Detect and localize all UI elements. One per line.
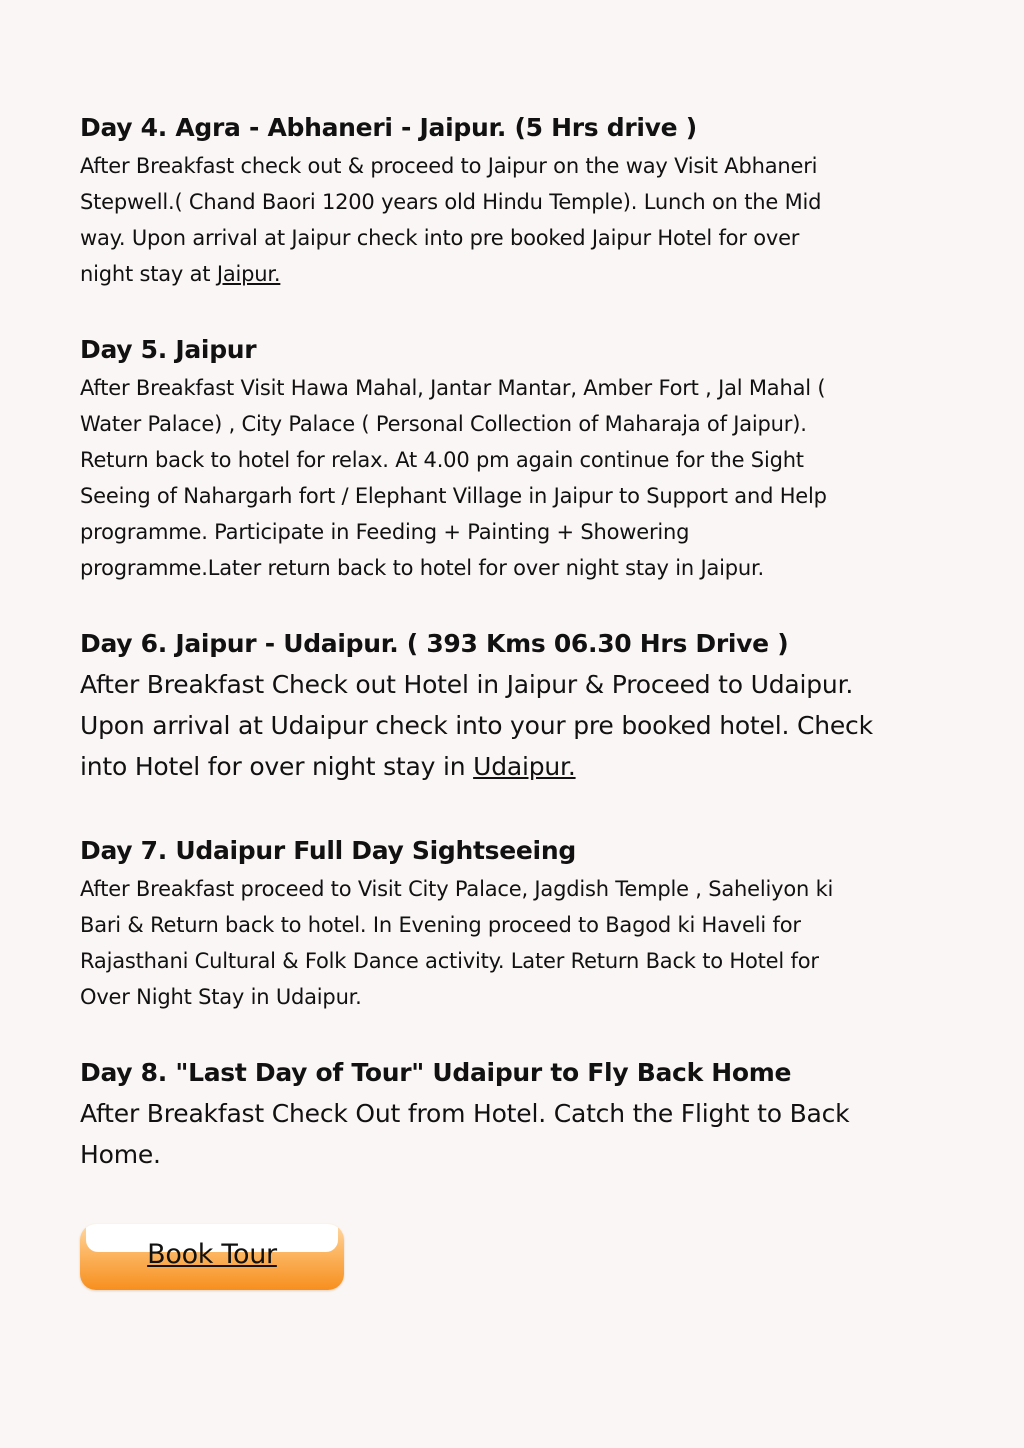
day-5-line: After Breakfast Visit Hawa Mahal, Jantar Mantar, Amber Fort , Jal Mahal (	[80, 376, 826, 400]
day-8-section	[80, 1053, 980, 1175]
day-5-line: Return back to hotel for relax. At 4.00 pm again continue for the Sight	[80, 448, 804, 472]
day-4-section	[80, 108, 980, 330]
day-4-line: way. Upon arrival at Jaipur check into pre booked Jaipur Hotel for over	[80, 226, 800, 250]
day-5-description	[80, 370, 980, 586]
day-8-line: After Breakfast Check Out from Hotel. Catch the Flight to Back	[80, 1099, 850, 1128]
day-4-line: night stay at	[80, 262, 217, 286]
book-tour-button[interactable]	[80, 1224, 344, 1290]
itinerary	[80, 108, 980, 1175]
day-5-line: Seeing of Nahargarh fort / Elephant Village in Jaipur to Support and Help	[80, 484, 827, 508]
day-4-line: After Breakfast check out & proceed to Jaipur on the way Visit Abhaneri	[80, 154, 818, 178]
day-7-section	[80, 831, 980, 1053]
day-7-title: Day 7. Udaipur Full Day Sightseeing	[80, 836, 576, 865]
day-5-line: Water Palace) , City Palace ( Personal Collection of Maharaja of Jaipur).	[80, 412, 807, 436]
day-4-line: Stepwell.( Chand Baori 1200 years old Hindu Temple). Lunch on the Mid	[80, 190, 822, 214]
day-6-description	[80, 664, 980, 787]
udaipur-link[interactable]: Udaipur.	[473, 752, 576, 781]
day-7-description	[80, 871, 980, 1015]
day-5-line: programme. Participate in Feeding + Painting + Showering	[80, 520, 690, 544]
day-6-line: into Hotel for over night stay in	[80, 752, 474, 781]
day-8-title: Day 8. "Last Day of Tour" Udaipur to Fly Back Home	[80, 1058, 792, 1087]
day-7-line: Over Night Stay in Udaipur.	[80, 985, 362, 1009]
day-7-line: After Breakfast proceed to Visit City Palace, Jagdish Temple , Saheliyon ki	[80, 877, 834, 901]
day-8-line: Home.	[80, 1140, 161, 1169]
book-tour-label[interactable]: Book Tour	[147, 1239, 277, 1270]
day-5-section	[80, 330, 980, 624]
day-8-description	[80, 1093, 980, 1175]
day-5-title: Day 5. Jaipur	[80, 335, 257, 364]
day-4-description	[80, 148, 980, 292]
day-6-line: After Breakfast Check out Hotel in Jaipur & Proceed to Udaipur.	[80, 670, 854, 699]
day-7-line: Bari & Return back to hotel. In Evening proceed to Bagod ki Haveli for	[80, 913, 801, 937]
jaipur-link[interactable]: Jaipur.	[216, 262, 281, 286]
day-6-line: Upon arrival at Udaipur check into your pre booked hotel. Check	[80, 711, 873, 740]
day-6-title: Day 6. Jaipur - Udaipur. ( 393 Kms 06.30 Hrs Drive )	[80, 629, 789, 658]
day-6-section	[80, 624, 980, 831]
day-4-title: Day 4. Agra - Abhaneri - Jaipur. (5 Hrs drive )	[80, 113, 697, 142]
day-5-line: programme.Later return back to hotel for over night stay in Jaipur.	[80, 556, 764, 580]
day-7-line: Rajasthani Cultural & Folk Dance activity. Later Return Back to Hotel for	[80, 949, 819, 973]
